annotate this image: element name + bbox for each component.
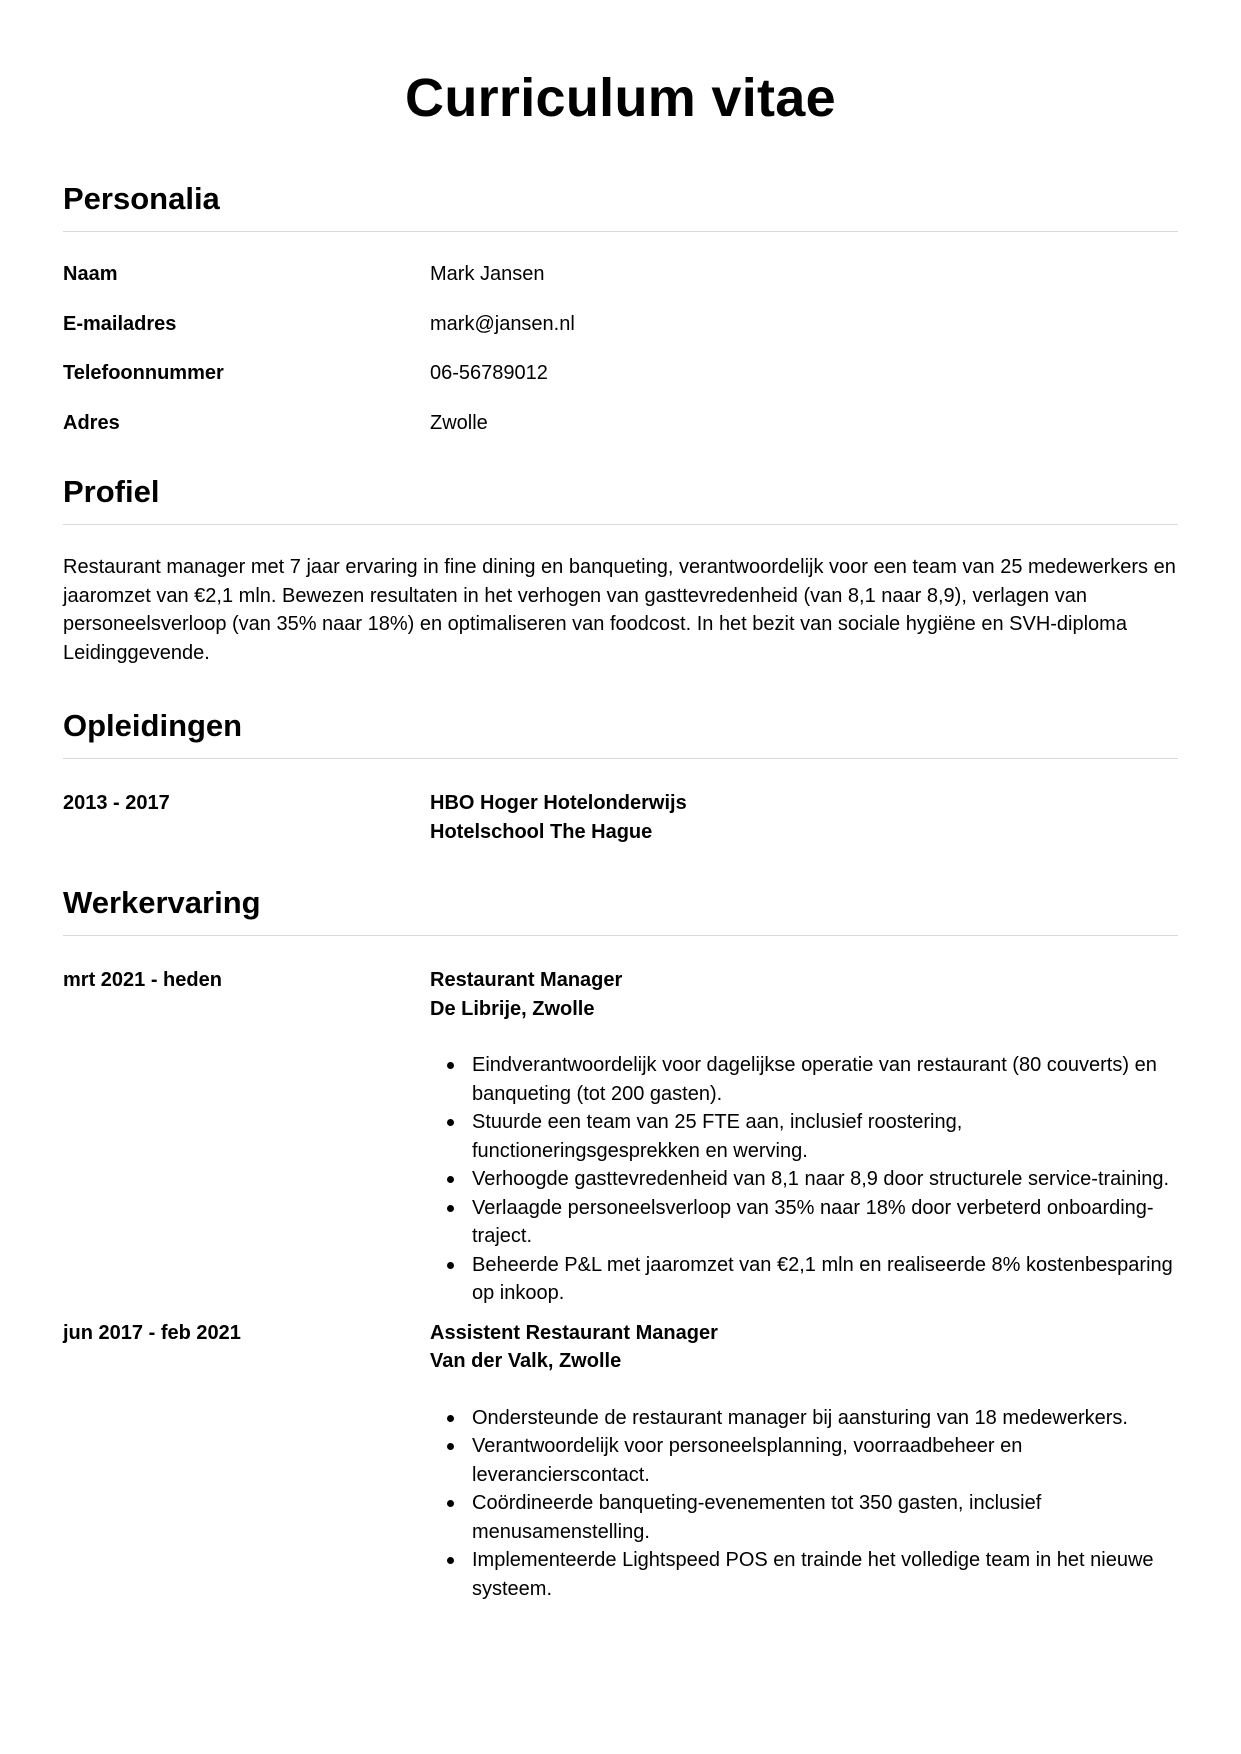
bullet-text: Coördineerde banqueting-evenementen tot 350 gasten, inclusief menusamenstelling. [472, 1492, 1042, 1543]
work-entry [63, 966, 1178, 1308]
work-company: Van der Valk, Zwolle [430, 1350, 622, 1372]
bullet-text: Verlaagde personeelsverloop van 35% naar 18% door verbeterd onboarding-traject. [472, 1196, 1154, 1247]
profiel-section [63, 473, 1178, 667]
personalia-heading: Personalia [63, 181, 220, 216]
bullet-icon [447, 1500, 454, 1507]
list-item [430, 1194, 1178, 1251]
bullet-icon [447, 1557, 454, 1564]
bullet-icon [447, 1262, 454, 1269]
bullet-text: Verhoogde gasttevredenheid van 8,1 naar 8,9 door structurele service-training. [472, 1168, 1170, 1190]
education-school: Hotelschool The Hague [430, 820, 653, 843]
list-item [430, 1165, 1178, 1194]
personalia-section [63, 180, 1178, 460]
bullet-text: Ondersteunde de restaurant manager bij aansturing van 18 medewerkers. [472, 1406, 1128, 1429]
personalia-row-naam [63, 262, 1178, 312]
list-item [430, 1489, 1178, 1546]
personalia-row-telefoon [63, 361, 1178, 411]
opleidingen-heading: Opleidingen [63, 708, 243, 743]
bullet-icon [447, 1119, 454, 1126]
work-body [430, 1319, 1178, 1604]
work-company: De Librije, Zwolle [430, 997, 595, 1020]
work-role: Restaurant Manager [430, 969, 623, 991]
education-entry [63, 789, 1178, 846]
section-divider [63, 758, 1178, 759]
education-body [430, 789, 1178, 846]
education-period: 2013 - 2017 [63, 792, 170, 814]
field-label: Adres [63, 411, 120, 434]
bullet-icon [447, 1062, 454, 1069]
work-bullets [430, 1404, 1178, 1604]
opleidingen-section [63, 707, 1178, 846]
field-value: Mark Jansen [430, 263, 545, 285]
bullet-icon [447, 1443, 454, 1450]
list-item [430, 1432, 1178, 1489]
bullet-icon [447, 1205, 454, 1212]
profile-text: Restaurant manager met 7 jaar ervaring in fine dining en banqueting, verantwoordelijk voor een team van 25 medewerkers en jaaromzet van €2,1 mln. Bewezen resultaten in het verhogen van gasttevredenheid (van 8,1 naar 8,9), verlagen van personeelsverloop (van 35% naar 18%) en optimaliseren van foodcost. In het bezit van sociale hygiëne en SVH-diploma Leidinggevende. [63, 556, 1176, 664]
work-role: Assistent Restaurant Manager [430, 1321, 718, 1344]
personalia-row-adres [63, 411, 1178, 461]
list-item [430, 1108, 1178, 1165]
work-period: jun 2017 - feb 2021 [63, 1321, 241, 1344]
field-value: 06-56789012 [430, 362, 548, 384]
section-divider [63, 935, 1178, 936]
profiel-heading: Profiel [63, 474, 160, 509]
bullet-text: Eindverantwoordelijk voor dagelijkse operatie van restaurant (80 couverts) en banqueting (tot 200 gasten). [472, 1054, 1157, 1105]
list-item [430, 1251, 1178, 1308]
bullet-text: Beheerde P&L met jaaromzet van €2,1 mln en realiseerde 8% kostenbesparing op inkoop. [472, 1253, 1173, 1304]
work-body [430, 966, 1178, 1308]
werkervaring-heading: Werkervaring [63, 885, 261, 920]
bullet-text: Verantwoordelijk voor personeelsplanning, voorraadbeheer en leverancierscontact. [472, 1435, 1023, 1486]
field-label: E-mailadres [63, 312, 177, 335]
field-label: Telefoonnummer [63, 362, 224, 384]
list-item [430, 1546, 1178, 1603]
education-degree: HBO Hoger Hotelonderwijs [430, 792, 687, 814]
work-period: mrt 2021 - heden [63, 969, 222, 991]
work-bullets [430, 1051, 1178, 1308]
work-entry [63, 1319, 1178, 1604]
bullet-text: Implementeerde Lightspeed POS en trainde het volledige team in het nieuwe systeem. [472, 1549, 1154, 1600]
personalia-row-email [63, 312, 1178, 362]
document-title: Curriculum vitae [405, 68, 836, 128]
field-value: mark@jansen.nl [430, 312, 575, 335]
list-item [430, 1404, 1178, 1433]
list-item [430, 1051, 1178, 1108]
bullet-icon [447, 1176, 454, 1183]
section-divider [63, 524, 1178, 525]
bullet-text: Stuurde een team van 25 FTE aan, inclusief roostering, functioneringsgesprekken en werving. [472, 1111, 963, 1162]
field-label: Naam [63, 263, 118, 285]
field-value: Zwolle [430, 411, 488, 434]
werkervaring-section [63, 884, 1178, 1603]
bullet-icon [447, 1415, 454, 1422]
